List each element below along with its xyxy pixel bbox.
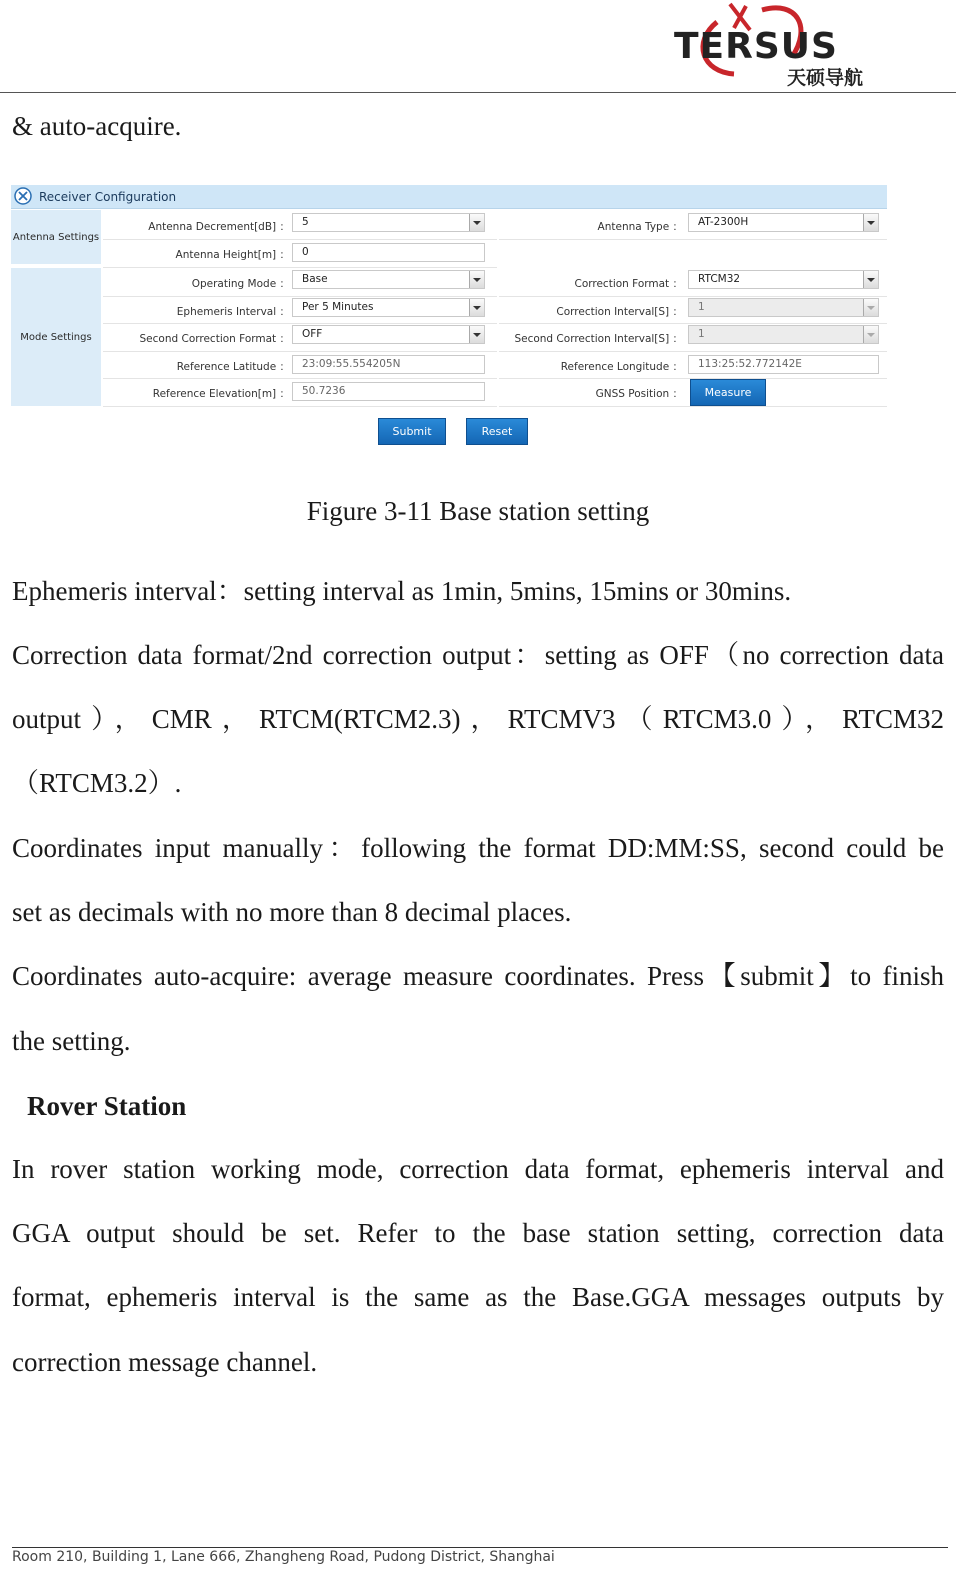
label-antenna-height: Antenna Height[m] ：: [175, 249, 290, 261]
paragraph-autoacquire-line1: Coordinates auto-acquire: average measure coordinates. Press【submit】to finish: [12, 961, 944, 991]
paragraph-rover-line2: GGA output should be set. Refer to the base station setting, correction data: [12, 1218, 944, 1248]
label-correction-format: Correction Format ：: [574, 278, 683, 290]
second-correction-interval-select: 1: [688, 325, 879, 344]
svg-text:TERSUS: TERSUS: [674, 26, 838, 67]
chevron-down-icon[interactable]: [469, 326, 484, 343]
tersus-logo: [672, 2, 872, 90]
chevron-down-icon[interactable]: [469, 271, 484, 288]
label-correction-interval: Correction Interval[S] ：: [556, 306, 683, 318]
ephemeris-interval-select[interactable]: Per 5 Minutes: [292, 298, 485, 317]
antenna-type-select[interactable]: AT-2300H: [688, 213, 879, 232]
submit-button[interactable]: Submit: [378, 418, 446, 445]
section-heading-rover-station: Rover Station: [27, 1091, 187, 1121]
paragraph-coordinates-line2: set as decimals with no more than 8 decimal places.: [12, 897, 572, 927]
paragraph-correction-line2: output），CMR，RTCM(RTCM2.3)，RTCMV3（RTCM3.0），RTCM32: [12, 704, 944, 734]
label-reference-latitude: Reference Latitude ：: [176, 361, 290, 373]
label-ephemeris-interval: Ephemeris Interval ：: [176, 306, 290, 318]
chevron-down-icon: [863, 326, 878, 343]
label-operating-mode: Operating Mode ：: [191, 278, 290, 290]
page-footer: [12, 1547, 948, 1566]
footer-address: Room 210, Building 1, Lane 666, Zhangheng Road, Pudong District, Shanghai: [12, 1549, 555, 1565]
paragraph-autoacquire-line2: the setting.: [12, 1026, 131, 1056]
operating-mode-select[interactable]: Base: [292, 270, 485, 289]
correction-interval-select: 1: [688, 298, 879, 317]
chevron-down-icon[interactable]: [863, 214, 878, 231]
label-gnss-position: GNSS Position ：: [595, 388, 683, 400]
antenna-height-input[interactable]: 0: [292, 243, 485, 262]
reference-longitude-input[interactable]: 113:25:52.772142E: [688, 355, 879, 374]
group-mode-settings: Mode Settings: [11, 268, 101, 406]
svg-text:天硕导航: 天硕导航: [787, 67, 864, 89]
group-antenna-settings: Antenna Settings: [11, 210, 101, 264]
paragraph-rover-line4: correction message channel.: [12, 1347, 318, 1377]
paragraph-coordinates-line1: Coordinates input manually：following the format DD:MM:SS, second could be: [12, 833, 944, 863]
label-reference-elevation: Reference Elevation[m] ：: [152, 388, 290, 400]
paragraph-rover-line3: format, ephemeris interval is the same as the Base.GGA messages outputs by: [12, 1282, 944, 1312]
paragraph-correction-line1: Correction data format/2nd correction output：setting as OFF（no correction data: [12, 640, 944, 670]
correction-format-select[interactable]: RTCM32: [688, 270, 879, 289]
chevron-down-icon: [863, 299, 878, 316]
paragraph-ephemeris: Ephemeris interval：setting interval as 1min, 5mins, 15mins or 30mins.: [12, 576, 792, 606]
label-reference-longitude: Reference Longitude ：: [560, 361, 683, 373]
label-second-correction-interval: Second Correction Interval[S] ：: [514, 333, 683, 345]
second-correction-format-select[interactable]: OFF: [292, 325, 485, 344]
panel-title: Receiver Configuration: [39, 190, 177, 204]
chevron-down-icon[interactable]: [863, 271, 878, 288]
label-antenna-type: Antenna Type ：: [597, 221, 683, 233]
figure-caption: Figure 3-11 Base station setting: [306, 496, 650, 526]
label-antenna-decrement: Antenna Decrement[dB] ：: [148, 221, 290, 233]
panel-titlebar: [11, 185, 887, 209]
chevron-down-icon[interactable]: [469, 214, 484, 231]
receiver-configuration-panel: [11, 185, 887, 449]
reference-elevation-input[interactable]: 50.7236: [292, 382, 485, 401]
paragraph-rover-line1: In rover station working mode, correction data format, ephemeris interval and: [12, 1154, 944, 1184]
reset-button[interactable]: Reset: [466, 418, 528, 445]
chevron-down-icon[interactable]: [469, 299, 484, 316]
measure-button[interactable]: Measure: [690, 379, 766, 406]
settings-icon: [14, 187, 32, 205]
paragraph-correction-line3: （RTCM3.2）.: [12, 768, 182, 798]
antenna-decrement-select[interactable]: 5: [292, 213, 485, 232]
reference-latitude-input[interactable]: 23:09:55.554205N: [292, 355, 485, 374]
intro-text: & auto-acquire.: [12, 111, 182, 141]
label-second-correction-format: Second Correction Format ：: [139, 333, 290, 345]
page-header: [0, 0, 956, 93]
